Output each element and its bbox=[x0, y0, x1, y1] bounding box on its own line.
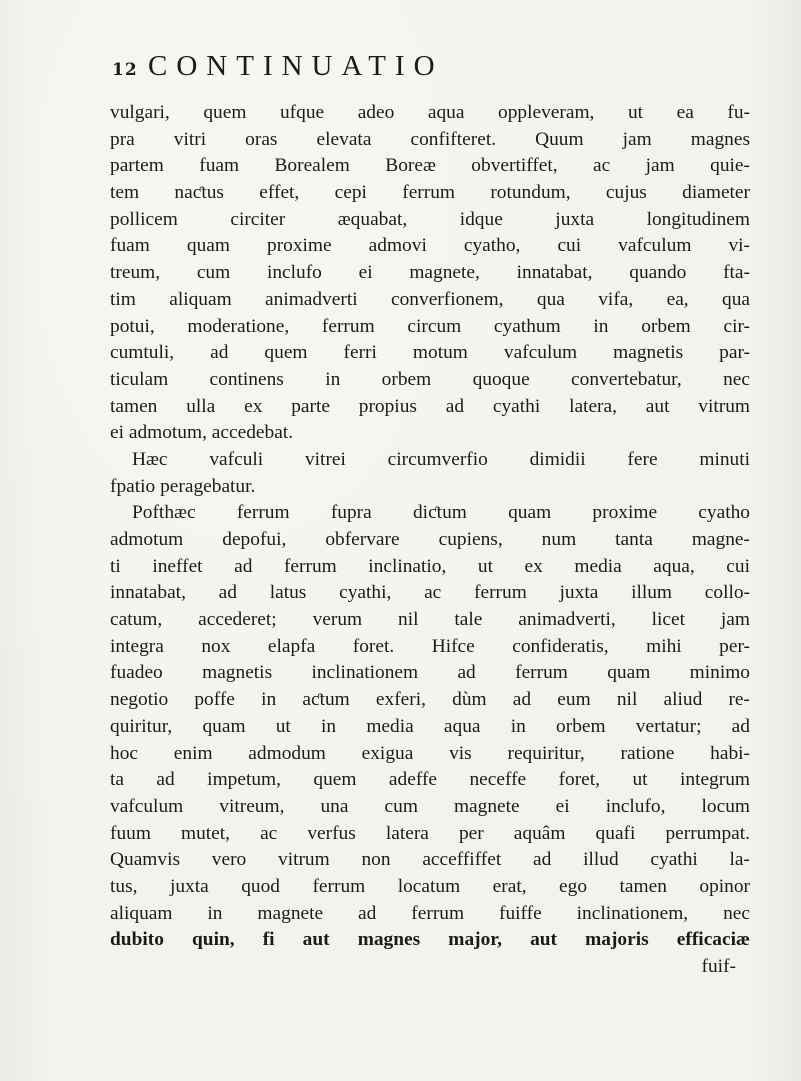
text-line: hoc enim admodum exigua vis requiritur, ratione habi- bbox=[110, 742, 750, 764]
text-line: catum, accederet; verum nil tale animadverti, licet jam bbox=[110, 609, 750, 631]
text-line: cumtuli, ad quem ferri motum vafculum magnetis par- bbox=[110, 342, 750, 364]
text-line: Hæc vafculi vitrei circumverfio dimidii fere minuti bbox=[132, 448, 750, 470]
text-line: Pofthæc ferrum fupra diƈtum quam proxime cyatho bbox=[132, 502, 750, 524]
text-line: partem fuam Borealem Boreæ obvertiffet, ac jam quie- bbox=[110, 155, 750, 177]
text-line: admotum depofui, obfervare cupiens, num tanta magne- bbox=[110, 529, 750, 550]
text-line: aliquam in magnete ad ferrum fuiffe inclinationem, nec bbox=[110, 902, 750, 924]
text-line: Quamvis vero vitrum non acceffiffet ad illud cyathi la- bbox=[110, 849, 750, 871]
text-line: vafculum vitreum, una cum magnete ei inclufo, locum bbox=[110, 795, 750, 817]
text-line: integra nox elapfa foret. Hifce confideratis, mihi per- bbox=[110, 635, 750, 657]
text-line: ta ad impetum, quem adeffe neceffe foret, ut integrum bbox=[110, 769, 750, 791]
text-line: ti ineffet ad ferrum inclinatio, ut ex media aqua, cui bbox=[110, 555, 750, 577]
text-line: fpatio peragebatur. bbox=[110, 475, 256, 497]
text-line: dubito quin, fi aut magnes major, aut majoris efficaciæ bbox=[110, 929, 750, 951]
text-line: ei admotum, accedebat. bbox=[110, 422, 294, 444]
text-line: quiritur, quam ut in media aqua in orbem vertatur; ad bbox=[110, 715, 750, 737]
text-line: treum, cum inclufo ei magnete, innatabat, quando fta- bbox=[110, 262, 750, 284]
text-line: potui, moderatione, ferrum circum cyathum in orbem cir- bbox=[110, 315, 750, 337]
text-line: tamen ulla ex parte propius ad cyathi latera, aut vitrum bbox=[110, 395, 750, 417]
text-line: innatabat, ad latus cyathi, ac ferrum juxta illum collo- bbox=[110, 582, 750, 604]
text-line: negotio poffe in aƈtum exferi, dùm ad eum nil aliud re- bbox=[110, 689, 750, 711]
body-text bbox=[110, 100, 750, 981]
text-line: ticulam continens in orbem quoque convertebatur, nec bbox=[110, 368, 750, 390]
text-line: fuam quam proxime admovi cyatho, cui vafculum vi- bbox=[110, 235, 750, 257]
text-line: fuum mutet, ac verfus latera per aquâm quafi perrumpat. bbox=[110, 822, 750, 844]
running-head: CONTINUATIO bbox=[148, 50, 444, 82]
page-number: 12 bbox=[112, 60, 138, 80]
catchword: fuif- bbox=[701, 956, 736, 977]
text-line: pollicem circiter æquabat, idque juxta longitudinem bbox=[110, 208, 750, 230]
text-line: pra vitri oras elevata confifteret. Quum jam magnes bbox=[110, 128, 750, 150]
text-line: tus, juxta quod ferrum locatum erat, ego tamen opinor bbox=[110, 875, 750, 897]
text-line: tem naƈtus effet, cepi ferrum rotundum, cujus diameter bbox=[110, 182, 750, 204]
page-header bbox=[112, 50, 752, 90]
text-line: fuadeo magnetis inclinationem ad ferrum quam minimo bbox=[110, 662, 750, 684]
text-line: vulgari, quem ufque adeo aqua oppleveram, ut ea fu- bbox=[110, 102, 750, 123]
text-line: tim aliquam animadverti converfionem, qua vifa, ea, qua bbox=[110, 288, 750, 310]
